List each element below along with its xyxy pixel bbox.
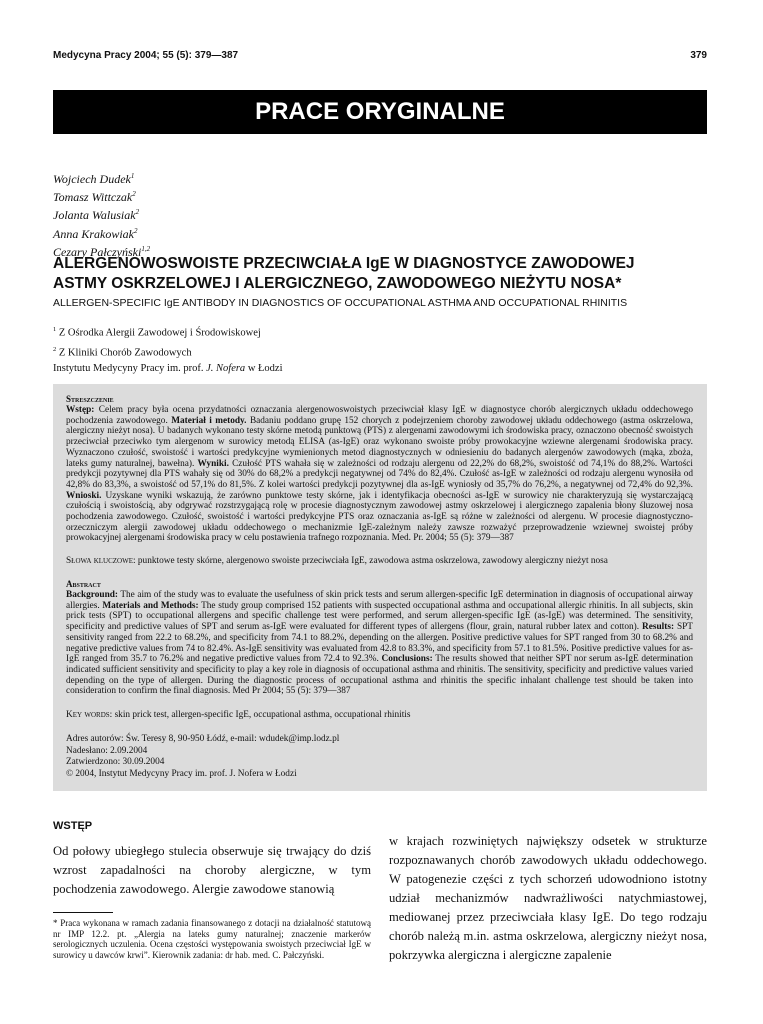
page-number: 379 [690,50,707,61]
section-banner [53,90,707,134]
author-address: Adres autorów: Św. Teresy 8, 90-950 Łódź, e-mail: wdudek@imp.lodz.pl Nadesłano: 2.09.2004 Zatwierdzono: 30.09.2004 © 2004, Instytut Medycyny Pracy im. prof. J. Nofera w Łodzi [66,734,340,779]
author: Anna Krakowiak$^2$ [53,226,138,241]
body-text-right: w krajach rozwiniętych największy odsetek w strukturze rozpoznawanych chorób zawodowych układu oddechowego. W patogenezie części z tych schorzeń udowodniono istotny udział mechanizmów nadwrażliwości natychmiastowej, mediowanej przez przeciwciała klasy IgE. Do tego rodzaju chorób należą m.in. astma oskrzelowa, alergiczny nieżyt nosa, pokrzywka alergiczna i alergiczne zapalenie [389,834,707,962]
author: Jolanta Walusiak$^2$ [53,208,140,223]
body-text-left: Od połowy ubiegłego stulecia obserwuje się trwający do dziś wzrost zapadalności na choroby alergiczne, w tym pochodzenia zawodowego. Alergie zawodowe stanowią [53,844,371,896]
journal-citation: Medycyna Pracy 2004; 55 (5): 379—387 [53,50,239,61]
section-banner-label: PRACE ORYGINALNE [255,98,505,125]
affiliation: Instytutu Medycyny Pracy im. prof. J. Nofera w Łodzi [53,363,283,374]
abstract-heading: Abstract [66,579,101,589]
author: Cezary Pałczyński$^{1,2}$ [53,244,151,259]
affiliation: $^1$ Z Ośrodka Alergii Zawodowej i Środowiskowej [53,326,261,339]
affiliation: $^2$ Z Kliniki Chorób Zawodowych [53,345,192,358]
footnote-divider [53,912,113,913]
slowa-kluczowe: Słowa kluczowe: punktowe testy skórne, alergenowo swoiste przeciwciała IgE, zawodowa astma oskrzelowa, zawodowy alergiczny nieżyt nosa [66,556,608,566]
footnote: * Praca wykonana w ramach zadania finansowanego z dotacji na działalność statutową nr IMP 12.2. pt. „Alergia na lateks gumy naturalnej; znaczenie markerów serologicznych uczulenia. Ocena częstości występowania swoistych przeciwciał IgE w surowicy u dawców krwi”. Kierownik zadania: dr hab. med. C. Pałczyński. [53,918,371,960]
affiliations [53,322,283,377]
author: Tomasz Wittczak$^2$ [53,190,136,205]
streszczenie-heading: Streszczenie [66,394,114,404]
author-list [53,169,150,260]
section-heading: WSTĘP [53,820,93,832]
key-words: Key words: skin prick test, allergen-specific IgE, occupational asthma, occupational rhinitis [66,710,411,720]
abstract-text: Background: The aim of the study was to evaluate the usefulness of skin prick tests and serum allergen-specific IgE determination in diagnosis of occupational airway allergies. Materials and Methods: The study group comprised 152 patients with suspected occupational asthma and occupational allergic rhinitis. In all subjects, skin prick tests (SPT) to occupational allergens and specific challenge test were performed, and serum allergen-specific IgE (as-IgE) was determined. The sensitivity, specificity and predictive values of SPT and serum as-IgE were evaluated for different types of allergens (flour, grain, natural rubber latex and cotton). Results: SPT sensitivity ranged from 22.2 to 68.2%, and specificity from 74.1 to 88.2%, depending on the allergen. Positive predictive values for SPT ranged from 30 to 68.2% and negative predictive values from 74 to 82.4%. As-IgE sensitivity was evaluated from 42.8 to 83.3%, and specificity from 57.1 to 81.5%. Positive predictive values for as-IgE ranged from 35.7 to 76.2% and negative predictive values from 72.4 to 92.3%. Conclusions: The results showed that neither SPT nor serum as-IgE determination indicated sufficient sensitivity and specificity to play a key role in diagnosis of occupational asthma and rhinitis. The sensitivity, specificity and predictive values varied depending on the type of allergen. During the diagnostic process of occupational asthma and rhinitis the specific inhalant challenge test should be taken into consideration to confirm the final diagnosis. Med Pr 2004; 55 (5): 379—387 [66,590,694,697]
article-title-english: ALLERGEN-SPECIFIC IgE ANTIBODY IN DIAGNOSTICS OF OCCUPATIONAL ASTHMA AND OCCUPATIONAL RHINITIS [53,297,628,309]
streszczenie-text: Wstęp: Celem pracy była ocena przydatności oznaczania alergenowoswoistych przeciwciał klasy IgE w diagnostyce chorób alergicznych układu oddechowego pochodzenia zawodowego. Materiał i metody. Badaniu poddano grupę 152 chorych z podejrzeniem choroby zawodowej układu oddechowego (astma oskrzelowa, alergiczny nieżyt nosa). U badanych wykonano testy skórne metodą punktową (PTS) z alergenami zawodowymi ich środowiska pracy, oznaczono obecność swoistych przeciwciał przeciwko tym alergenom w surowicy metodą ELISA (as-IgE) oraz wykonano swoiste próby prowokacyjne wziewne alergenami środowiska pracy. Wyznaczono czułość, swoistość i wartości predykcyjne wymienionych metod diagnostycznych w odniesieniu do badanych alergenów zawodowych (mąka, zboża, lateks gumy naturalnej, bawełna). Wyniki. Czułość PTS wahała się w zależności od rodzaju alergenu od 22,2% do 68,2%, swoistość od 74,1% do 88,2%. Wartości predykcji pozytywnej dla PTS wahały się od 30% do 68,2% a predykcji negatywnej od 74% do 82,4%. Czułość as-IgE w zależności od rodzaju alergenu wynosiła od 42,8% do 83,3%, a swoistość od 57,1% do 81,5%. Z kolei wartości predykcji pozytywnej dla as-IgE wyniosły od 35,7% do 76,2%, a negatywnej od 72,4% do 92,3%. Wnioski. Uzyskane wyniki wskazują, że zarówno punktowe testy skórne, jak i identyfikacja obecności as-IgE w surowicy nie charakteryzują się wystarczającą czułością i swoistością, aby odgrywać rozstrzygającą rolę w procesie diagnostycznym zawodowej astmy oskrzelowej i alergicznego zapalenia błony śluzowej nosa pochodzenia zawodowego. Czułość, swoistość i wartości predykcyjne PTS oraz oznaczania as-IgE są różne w zależności od alergenu. W procesie diagnostyczno-orzeczniczym alergii zawodowej układu oddechowego o mechanizmie IgE-zależnym należy zawsze rozważyć przeprowadzenie wziewnej swoistej próby prowokacyjnej alergenami środowiska pracy w celu postawienia trafnego rozpoznania. Med. Pr. 2004; 55 (5): 379—387 [66,405,694,544]
author: Wojciech Dudek$^1$ [53,172,135,186]
article-title-polish: ALERGENOWOSWOISTE PRZECIWCIAŁA IgE W DIAGNOSTYCE ZAWODOWEJ ASTMY OSKRZELOWEJ I ALERGICZNEGO, ZAWODOWEGO NIEŻYTU NOSA* [53,255,635,292]
